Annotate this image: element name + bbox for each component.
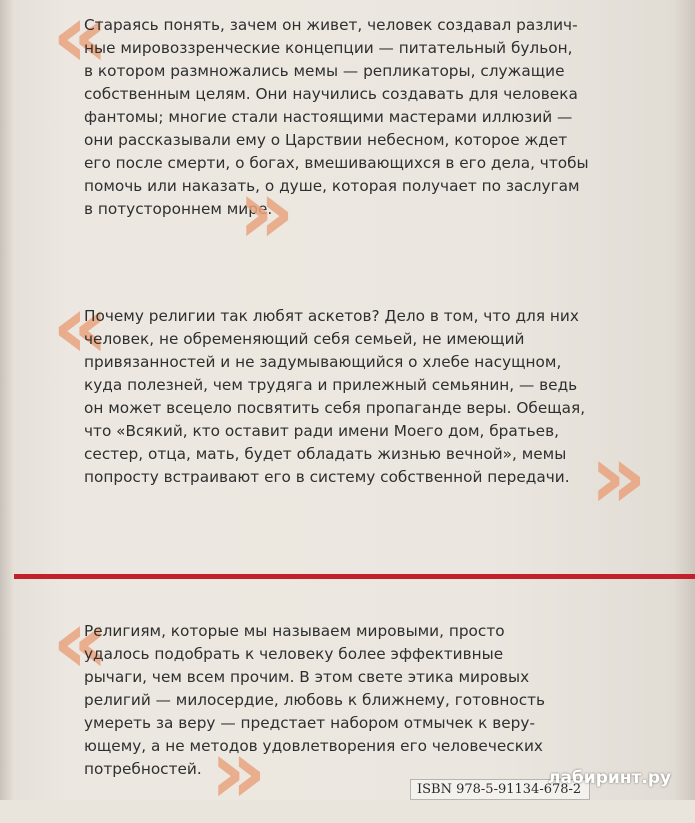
quote-text: Религиям, которые мы называем мировыми, просто удалось подобрать к человеку более эффективные рычаги, чем всем прочим. В этом свете этика мировых религий — милосердие, любовь к ближнему, готовность умереть за веру — предстает набором отмычек к веру- ющему, а не методов удовлетворения его человеческих потребностей. [84,622,546,778]
cover-edge-shadow [673,0,695,800]
quote-block-1 [84,14,654,221]
quote-block-3 [84,620,654,781]
quote-text: Стараясь понять, зачем он живет, человек создавал различ- ные мировоззренческие концепции — питательный бульон, в котором размножались мемы — репликаторы, служащие собственным целям. Они научились создавать для человека фантомы; многие стали настоящими мастерами иллюзий — они рассказывали ему о Царствии небесном, которое ждет его после смерти, о богах, вмешивающихся в его дела, чтобы помочь или наказать, о душе, которая получает по заслугам в потустороннем мире. [84,16,589,218]
quote-text: Почему религии так любят аскетов? Дело в том, что для них человек, не обременяющий себя семьей, не имеющий привязанностей и не задумывающийся о хлебе насущном, куда полезней, чем трудяга и прилежный семьянин, — ведь он может всецело посвятить себя пропаганде веры. Обещая, что «Всякий, кто оставит ради имени Моего дом, братьев, сестер, отца, мать, будет обладать жизнью вечной», мемы попросту встраивают его в систему собственной передачи. [84,307,586,486]
watermark-logo: лабиринт.ру [548,768,672,788]
close-quote-mark: » [210,720,267,823]
close-quote-mark: » [590,425,647,528]
spine-shadow [0,0,14,800]
open-quote-mark: « [52,275,109,378]
open-quote-mark: « [52,590,109,693]
open-quote-mark: « [52,0,109,87]
quote-block-2 [84,305,654,489]
red-divider-line [14,574,695,579]
isbn-label: ISBN 978-5-91134-678-2 [410,779,590,800]
close-quote-mark: » [238,160,295,263]
